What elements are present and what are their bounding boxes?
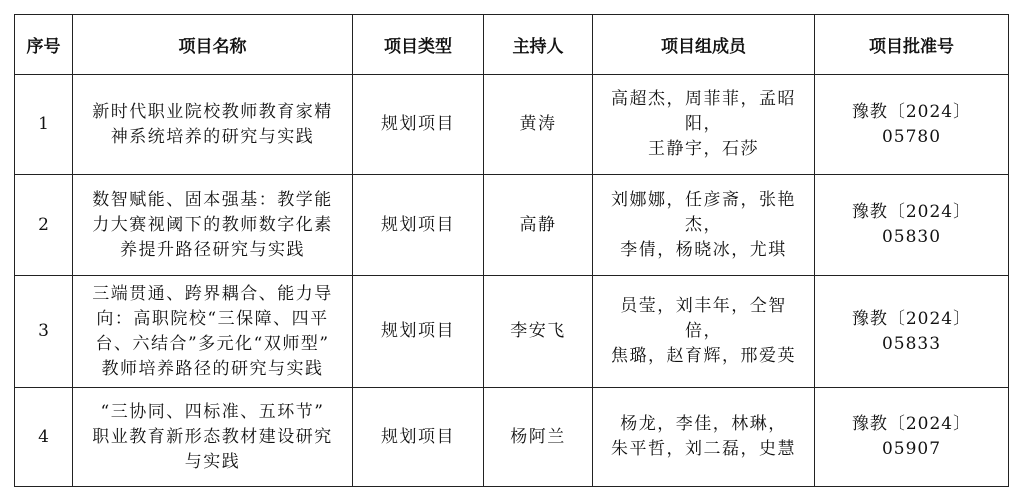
table-row (15, 388, 1009, 487)
approval-prefix: 豫教〔2024〕 (851, 308, 972, 329)
cell-index: 2 (15, 175, 73, 276)
cell-name (73, 276, 353, 388)
cell-members (593, 75, 815, 175)
approval-prefix: 豫教〔2024〕 (851, 414, 972, 434)
header-approval: 项目批准号 (815, 15, 1009, 75)
header-members: 项目组成员 (593, 15, 815, 75)
cell-host: 杨阿兰 (484, 388, 593, 487)
name-line: 与实践 (184, 451, 241, 472)
members-line: 焦璐，赵育辉，邢爱英 (611, 346, 796, 366)
cell-host: 李安飞 (484, 276, 593, 388)
name-line: 神系统培养的研究与实践 (110, 126, 315, 147)
name-line: 养提升路径研究与实践 (120, 239, 305, 260)
approval-number: 05830 (881, 227, 942, 247)
approval-number: 05780 (881, 126, 942, 147)
name-line: 新时代职业院校教师教育家精 (92, 101, 333, 122)
cell-index: 3 (15, 276, 73, 388)
cell-index: 4 (15, 388, 73, 487)
name-line: 向：高职院校“三保障、四平 (96, 308, 329, 329)
cell-name (73, 75, 353, 175)
cell-host: 黄涛 (484, 75, 593, 175)
members-line: 李倩，杨晓冰，尤琪 (620, 239, 787, 260)
cell-type: 规划项目 (353, 388, 484, 487)
name-line: 职业教育新形态教材建设研究 (92, 426, 333, 447)
members-line: 刘娜娜，任彦斋，张艳杰， (611, 189, 796, 235)
header-host: 主持人 (484, 15, 593, 75)
name-line: 教师培养路径的研究与实践 (101, 358, 324, 379)
members-line: 高超杰，周菲菲，孟昭阳， (611, 89, 796, 134)
approval-prefix: 豫教〔2024〕 (851, 101, 972, 122)
name-line: “三协同、四标准、五环节” (100, 401, 325, 422)
members-line: 员莹，刘丰年，仝智倍， (620, 296, 787, 341)
approval-prefix: 豫教〔2024〕 (851, 202, 972, 222)
header-type: 项目类型 (353, 15, 484, 75)
members-line: 王静宇，石莎 (648, 139, 759, 159)
cell-name (73, 388, 353, 487)
cell-members (593, 276, 815, 388)
table-header-row (15, 15, 1009, 75)
cell-approval (815, 175, 1009, 276)
table-row (15, 175, 1009, 276)
approval-number: 05833 (881, 333, 942, 354)
name-line: 台、六结合”多元化“双师型” (95, 333, 330, 354)
members-line: 朱平哲，刘二磊，史慧 (611, 439, 796, 459)
name-line: 数智赋能、固本强基：教学能 (92, 189, 333, 210)
members-line: 杨龙，李佳，林琳， (620, 414, 787, 434)
header-name: 项目名称 (73, 15, 353, 75)
cell-host: 高静 (484, 175, 593, 276)
project-table (14, 14, 1009, 487)
table-row (15, 75, 1009, 175)
table-row (15, 276, 1009, 388)
cell-members (593, 388, 815, 487)
cell-type: 规划项目 (353, 276, 484, 388)
header-index: 序号 (15, 15, 73, 75)
cell-members (593, 175, 815, 276)
cell-name (73, 175, 353, 276)
cell-approval (815, 388, 1009, 487)
cell-type: 规划项目 (353, 175, 484, 276)
name-line: 三端贯通、跨界耦合、能力导 (92, 283, 333, 304)
name-line: 力大赛视阈下的教师数字化素 (92, 214, 333, 235)
approval-number: 05907 (881, 439, 942, 459)
cell-approval (815, 75, 1009, 175)
cell-index: 1 (15, 75, 73, 175)
cell-type: 规划项目 (353, 75, 484, 175)
cell-approval (815, 276, 1009, 388)
